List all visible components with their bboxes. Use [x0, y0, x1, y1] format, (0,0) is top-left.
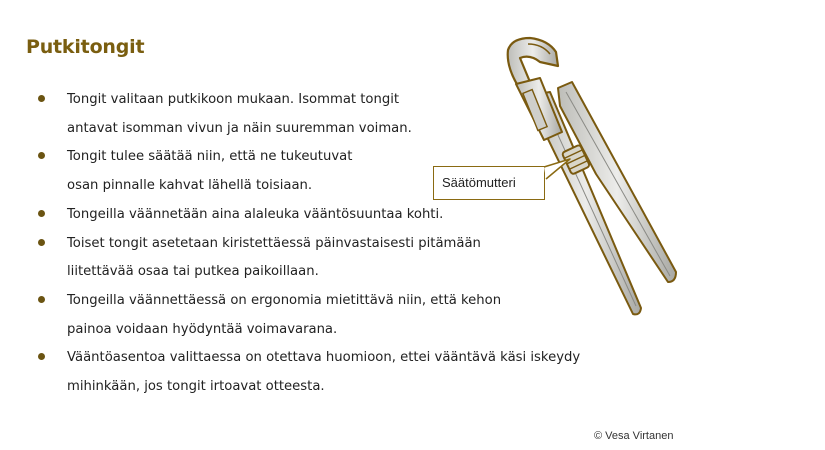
bullet-dot	[38, 239, 45, 246]
bullet-item-5	[36, 287, 580, 344]
adjusting-nut-callout: Säätömutteri	[433, 166, 545, 200]
bullet-line: Toiset tongit asetetaan kiristettäessä päinvastaisesti pitämään	[67, 235, 481, 251]
bullet-line: Tongit tulee säätää niin, että ne tukeutuvat	[67, 149, 353, 165]
bullet-line: osan pinnalle kahvat lähellä toisiaan.	[67, 178, 313, 194]
bullet-line: Tongeilla väännetään aina alaleuka vääntösuuntaa kohti.	[67, 206, 444, 222]
bullet-line: Tongeilla väännettäessä on ergonomia mietittävä niin, että kehon	[67, 292, 502, 308]
bullet-line: mihinkään, jos tongit irtoavat otteesta.	[67, 379, 325, 395]
bullet-dot	[38, 296, 45, 303]
bullet-line: painoa voidaan hyödyntää voimavarana.	[67, 321, 338, 337]
bullet-line: Tongit valitaan putkikoon mukaan. Isommat tongit	[67, 92, 400, 107]
bullet-item-4	[36, 230, 580, 287]
bullet-dot	[38, 353, 45, 360]
bullet-item-3	[36, 201, 580, 230]
bullet-dot	[38, 152, 45, 159]
bullet-line: antavat isomman vivun ja näin suuremman voiman.	[67, 120, 412, 136]
bullet-line: liitettävää osaa tai putkea paikoillaan.	[67, 264, 319, 280]
bullet-item-6	[36, 344, 580, 401]
bullet-dot	[38, 95, 45, 102]
bullet-line: Vääntöasentoa valittaessa on otettava huomioon, ettei vääntävä käsi iskeydy	[67, 350, 581, 366]
bullet-dot	[38, 210, 45, 217]
copyright-text: © Vesa Virtanen	[594, 430, 674, 442]
bullet-list	[36, 86, 580, 402]
slide-title: Putkitongit	[26, 36, 145, 58]
bullet-item-1	[36, 86, 580, 143]
callout-pointer	[540, 155, 576, 185]
